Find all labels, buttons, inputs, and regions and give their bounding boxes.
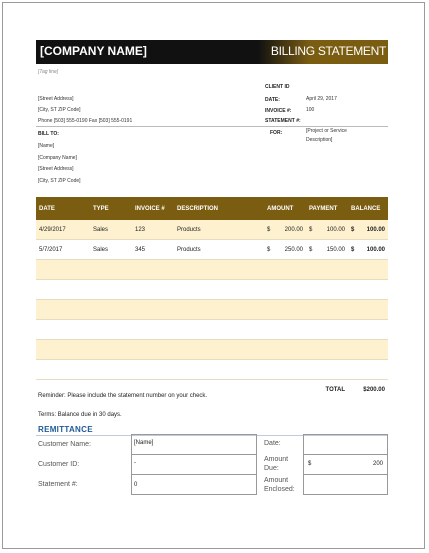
amount-due-field[interactable] [303, 454, 388, 475]
table-row-empty [36, 280, 388, 300]
cell-payment [306, 220, 348, 240]
col-header-amount: AMOUNT [264, 197, 306, 220]
for-value-2: Description] [306, 137, 333, 143]
cell-type: Sales [90, 220, 132, 240]
amount-due-label [264, 455, 288, 473]
currency-symbol: $ [309, 246, 313, 253]
company-city: [City, ST ZIP Code] [38, 107, 81, 113]
cell-amount [264, 240, 306, 260]
cell-payment [306, 240, 348, 260]
date-value: April 29, 2017 [306, 96, 337, 102]
amount-due-currency: $ [308, 461, 312, 467]
customer-id-field[interactable]: - [131, 454, 257, 475]
col-header-payment: PAYMENT [306, 197, 348, 220]
statement-number-field[interactable]: 0 [131, 474, 257, 495]
customer-name-label: Customer Name: [38, 441, 91, 448]
cell-amount [264, 220, 306, 240]
remit-date-field[interactable] [303, 434, 388, 455]
amount-due-label-line1: Amount [264, 456, 289, 463]
invoice-value: 100 [306, 107, 315, 113]
balance-value: 100.00 [366, 246, 385, 253]
statement-number-label: Statement #: [38, 481, 78, 488]
for-label: FOR: [270, 130, 283, 136]
table-row [36, 220, 388, 240]
statement-title: BILLING STATEMENT [270, 44, 386, 58]
statement-label: STATEMENT #: [265, 118, 301, 124]
bill-to-label: BILL TO: [38, 131, 59, 137]
date-label: DATE: [265, 97, 280, 103]
table-row [36, 240, 388, 260]
col-header-invoice: INVOICE # [132, 197, 174, 220]
terms-text: Terms: Balance due in 30 days. [38, 412, 122, 418]
client-id-label: CLIENT ID [265, 84, 290, 90]
cell-balance [348, 220, 388, 240]
col-header-balance: BALANCE [348, 197, 388, 220]
cell-balance [348, 240, 388, 260]
balance-value: 100.00 [366, 226, 385, 233]
table-row-empty [36, 360, 388, 380]
table-row-empty [36, 260, 388, 280]
amount-enclosed-label-line1: Amount [264, 477, 289, 484]
customer-id-label: Customer ID: [38, 461, 80, 468]
statement-table [36, 197, 388, 399]
payment-value: 150.00 [326, 246, 345, 253]
col-header-type: TYPE [90, 197, 132, 220]
amount-enclosed-label-line2: Enclosed: [264, 486, 295, 493]
company-street: [Street Address] [38, 96, 74, 102]
amount-value: 250.00 [284, 246, 303, 253]
total-label: TOTAL [306, 380, 348, 400]
currency-symbol: $ [267, 246, 271, 253]
currency-symbol: $ [351, 226, 355, 233]
table-row-empty [36, 340, 388, 360]
cell-type: Sales [90, 240, 132, 260]
remit-date-label: Date: [264, 440, 281, 447]
for-value-1: [Project or Service [306, 128, 347, 134]
slogan: [Tag line] [38, 69, 59, 75]
bill-to-city: [City, ST ZIP Code] [38, 178, 81, 184]
cell-date: 5/7/2017 [36, 240, 90, 260]
total-value: $200.00 [348, 380, 388, 400]
cell-date: 4/29/2017 [36, 220, 90, 240]
table-row-empty [36, 300, 388, 320]
reminder-text: Reminder: Please include the statement number on your check. [38, 393, 208, 399]
cell-description: Products [174, 240, 264, 260]
amount-enclosed-field[interactable] [303, 474, 388, 495]
col-header-description: DESCRIPTION [174, 197, 264, 220]
invoice-label: INVOICE #: [265, 108, 292, 114]
currency-symbol: $ [351, 246, 355, 253]
table-header-row [36, 197, 388, 220]
payment-value: 100.00 [326, 226, 345, 233]
amount-due-label-line2: Due: [264, 465, 279, 472]
bill-to-street: [Street Address] [38, 166, 74, 172]
cell-invoice: 345 [132, 240, 174, 260]
currency-symbol: $ [309, 226, 313, 233]
amount-enclosed-label [264, 476, 295, 494]
remittance-title: REMITTANCE [38, 425, 93, 434]
bill-to-company: [Company Name] [38, 155, 77, 161]
col-header-date: DATE [36, 197, 90, 220]
table-row-empty [36, 320, 388, 340]
company-phone-fax: Phone [503] 555-0190 Fax [503] 555-0191 [38, 118, 133, 124]
cell-invoice: 123 [132, 220, 174, 240]
customer-name-field[interactable]: [Name] [131, 434, 257, 455]
amount-value: 200.00 [284, 226, 303, 233]
company-name: [COMPANY NAME] [40, 44, 147, 58]
currency-symbol: $ [267, 226, 271, 233]
amount-due-value: 200 [372, 461, 383, 467]
cell-description: Products [174, 220, 264, 240]
bill-to-name: [Name] [38, 143, 55, 149]
